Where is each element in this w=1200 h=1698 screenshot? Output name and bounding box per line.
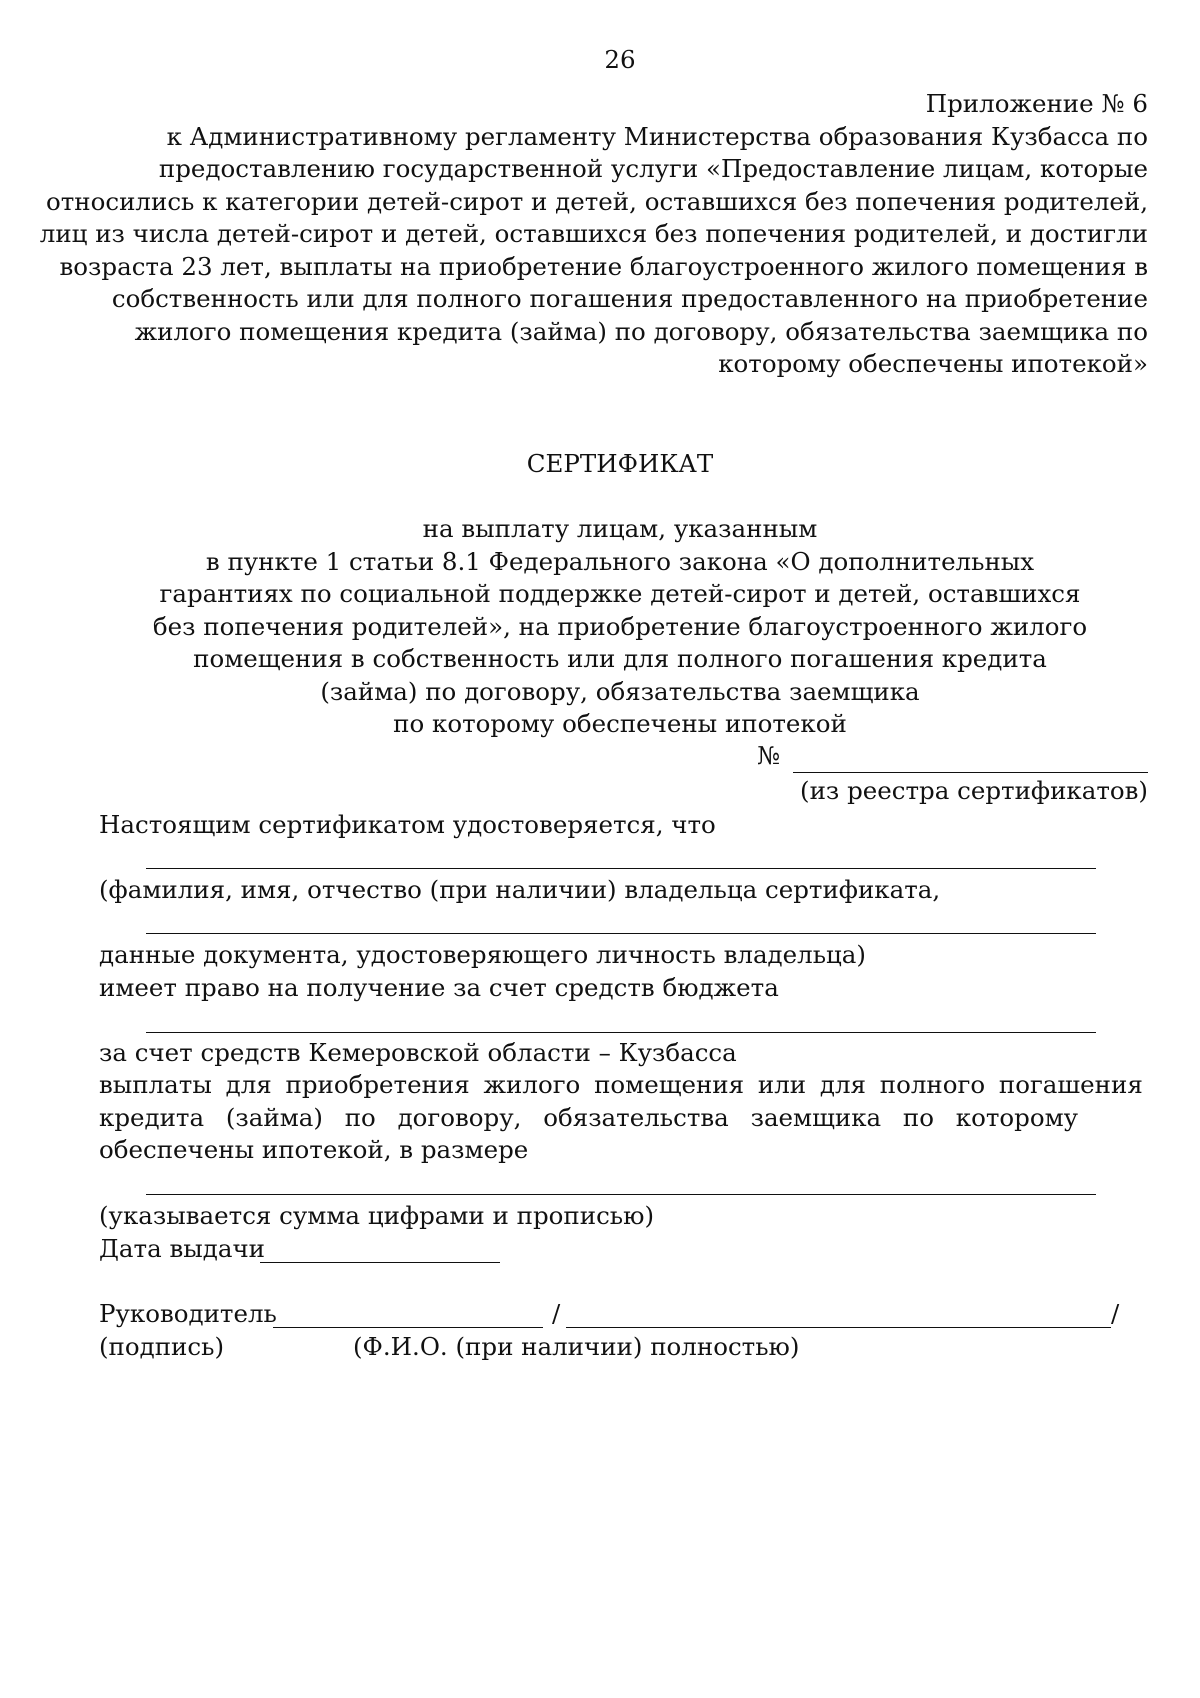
appendix-line-9: которому обеспечены ипотекой» xyxy=(718,349,1148,378)
subtitle-line-1: на выплату лицам, указанным xyxy=(422,514,818,543)
date-label: Дата выдачи xyxy=(99,1234,265,1263)
certificate-number-field-line[interactable] xyxy=(793,772,1148,773)
slash-right: / xyxy=(1111,1299,1120,1328)
full-name-field-line[interactable] xyxy=(566,1327,1111,1328)
appendix-line-7: собственность или для полного погашения предоставленного на приобретение xyxy=(111,284,1148,313)
page-number: 26 xyxy=(604,45,636,74)
signature-label: Руководитель xyxy=(99,1299,277,1328)
appendix-line-2: к Административному регламенту Министерства образования Кузбасса по xyxy=(166,122,1148,151)
amount-field-line[interactable] xyxy=(146,1194,1096,1195)
subtitle-line-6: (займа) по договору, обязательства заемщика xyxy=(320,677,920,706)
budget-field-line[interactable] xyxy=(146,1032,1096,1033)
certify-text: Настоящим сертификатом удостоверяется, что xyxy=(99,810,716,839)
slash-left: / xyxy=(552,1299,561,1328)
subtitle-line-3: гарантиях по социальной поддержке детей-сирот и детей, оставшихся xyxy=(159,579,1081,608)
subtitle-line-7: по которому обеспечены ипотекой xyxy=(393,709,847,738)
signature-field-line[interactable] xyxy=(273,1327,543,1328)
subtitle-line-5: помещения в собственность или для полного погашения кредита xyxy=(193,644,1047,673)
owner-hint: (фамилия, имя, отчество (при наличии) владельца сертификата, xyxy=(99,875,941,904)
appendix-line-5: лиц из числа детей-сирот и детей, оставшихся без попечения родителей, и достигли xyxy=(39,219,1148,248)
purpose-line-2: кредита (займа) по договору, обязательства заемщика по которому xyxy=(99,1103,1079,1132)
right-text: имеет право на получение за счет средств бюджета xyxy=(99,973,779,1002)
sign-hint: (подпись) xyxy=(99,1332,225,1361)
document-hint: данные документа, удостоверяющего личность владельца) xyxy=(99,940,866,969)
owner-name-field-line[interactable] xyxy=(146,868,1096,869)
appendix-line-1: Приложение № 6 xyxy=(925,89,1148,118)
name-hint: (Ф.И.О. (при наличии) полностью) xyxy=(353,1332,800,1361)
owner-document-field-line[interactable] xyxy=(146,933,1096,934)
issue-date-field-line[interactable] xyxy=(260,1262,500,1263)
region-text: за счет средств Кемеровской области – Кузбасса xyxy=(99,1038,737,1067)
purpose-line-1: выплаты для приобретения жилого помещения или для полного погашения xyxy=(99,1070,1143,1099)
appendix-line-6: возраста 23 лет, выплаты на приобретение благоустроенного жилого помещения в xyxy=(59,252,1148,281)
amount-hint: (указывается сумма цифрами и прописью) xyxy=(99,1201,655,1230)
appendix-line-8: жилого помещения кредита (займа) по договору, обязательства заемщика по xyxy=(134,317,1148,346)
number-sign: № xyxy=(757,741,781,770)
subtitle-line-4: без попечения родителей», на приобретение благоустроенного жилого xyxy=(152,612,1088,641)
subtitle-line-2: в пункте 1 статьи 8.1 Федерального закона «О дополнительных xyxy=(205,547,1035,576)
appendix-line-3: предоставлению государственной услуги «Предоставление лицам, которые xyxy=(158,154,1148,183)
number-hint: (из реестра сертификатов) xyxy=(800,776,1148,805)
document-title: СЕРТИФИКАТ xyxy=(526,449,714,478)
appendix-line-4: относились к категории детей-сирот и детей, оставшихся без попечения родителей, xyxy=(46,187,1148,216)
purpose-line-3: обеспечены ипотекой, в размере xyxy=(99,1135,529,1164)
